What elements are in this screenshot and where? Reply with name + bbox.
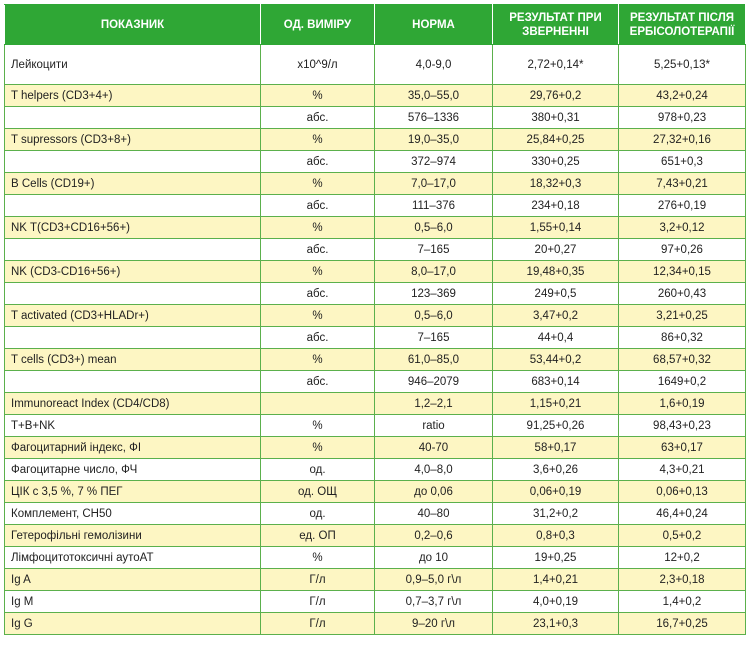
- results-table-container: [4, 4, 745, 635]
- row-name-cell: Ig A: [5, 569, 261, 591]
- row-name-cell: T helpers (CD3+4+): [5, 85, 261, 107]
- row-norm-cell: 4,0-9,0: [375, 45, 493, 85]
- row-unit-cell: абс.: [261, 195, 375, 217]
- table-row: [5, 437, 746, 459]
- table-row: [5, 415, 746, 437]
- row-before-cell: 20+0,27: [493, 239, 619, 261]
- table-row: [5, 195, 746, 217]
- row-norm-cell: до 10: [375, 547, 493, 569]
- table-row: [5, 371, 746, 393]
- row-norm-cell: 576–1336: [375, 107, 493, 129]
- row-before-cell: 249+0,5: [493, 283, 619, 305]
- header-indicator: ПОКАЗНИК: [5, 5, 261, 45]
- row-norm-cell: 0,9–5,0 г\л: [375, 569, 493, 591]
- row-norm-cell: 40-70: [375, 437, 493, 459]
- row-name-cell: [5, 371, 261, 393]
- table-row: [5, 349, 746, 371]
- row-after-cell: 1649+0,2: [619, 371, 746, 393]
- row-before-cell: 0,06+0,19: [493, 481, 619, 503]
- row-before-cell: 18,32+0,3: [493, 173, 619, 195]
- row-name-cell: T supressors (CD3+8+): [5, 129, 261, 151]
- row-name-cell: Ig G: [5, 613, 261, 635]
- row-norm-cell: 0,5–6,0: [375, 217, 493, 239]
- row-after-cell: 97+0,26: [619, 239, 746, 261]
- row-name-cell: Комплемент, СН50: [5, 503, 261, 525]
- row-name-cell: [5, 195, 261, 217]
- row-before-cell: 0,8+0,3: [493, 525, 619, 547]
- row-name-cell: [5, 151, 261, 173]
- row-before-cell: 19+0,25: [493, 547, 619, 569]
- row-before-cell: 1,4+0,21: [493, 569, 619, 591]
- table-row: [5, 217, 746, 239]
- row-before-cell: 380+0,31: [493, 107, 619, 129]
- row-after-cell: 3,2+0,12: [619, 217, 746, 239]
- table-row: [5, 85, 746, 107]
- row-unit-cell: %: [261, 173, 375, 195]
- immunogram-results-table: [4, 4, 746, 635]
- table-row: [5, 393, 746, 415]
- row-after-cell: 63+0,17: [619, 437, 746, 459]
- row-after-cell: 5,25+0,13*: [619, 45, 746, 85]
- row-name-cell: ЦІК с 3,5 %, 7 % ПЕГ: [5, 481, 261, 503]
- row-before-cell: 19,48+0,35: [493, 261, 619, 283]
- row-after-cell: 1,4+0,2: [619, 591, 746, 613]
- table-row: [5, 151, 746, 173]
- table-header-row: [5, 5, 746, 45]
- row-before-cell: 31,2+0,2: [493, 503, 619, 525]
- table-row: [5, 129, 746, 151]
- row-after-cell: 12,34+0,15: [619, 261, 746, 283]
- table-row: [5, 107, 746, 129]
- row-before-cell: 91,25+0,26: [493, 415, 619, 437]
- row-unit-cell: %: [261, 437, 375, 459]
- row-norm-cell: до 0,06: [375, 481, 493, 503]
- row-before-cell: 53,44+0,2: [493, 349, 619, 371]
- row-name-cell: NK (CD3-CD16+56+): [5, 261, 261, 283]
- row-after-cell: 3,21+0,25: [619, 305, 746, 327]
- row-before-cell: 3,47+0,2: [493, 305, 619, 327]
- row-unit-cell: х10^9/л: [261, 45, 375, 85]
- row-after-cell: 86+0,32: [619, 327, 746, 349]
- row-before-cell: 2,72+0,14*: [493, 45, 619, 85]
- row-after-cell: 7,43+0,21: [619, 173, 746, 195]
- table-row: [5, 239, 746, 261]
- row-norm-cell: ratio: [375, 415, 493, 437]
- row-unit-cell: Г/л: [261, 569, 375, 591]
- table-row: [5, 283, 746, 305]
- row-unit-cell: %: [261, 85, 375, 107]
- row-name-cell: B Cells (CD19+): [5, 173, 261, 195]
- table-row: [5, 481, 746, 503]
- row-after-cell: 0,06+0,13: [619, 481, 746, 503]
- row-after-cell: 68,57+0,32: [619, 349, 746, 371]
- row-unit-cell: абс.: [261, 239, 375, 261]
- row-after-cell: 2,3+0,18: [619, 569, 746, 591]
- header-result-after: РЕЗУЛЬТАТ ПІСЛЯ ЕРБІСОЛОТЕРАПІЇ: [619, 5, 746, 45]
- row-name-cell: [5, 327, 261, 349]
- row-unit-cell: %: [261, 129, 375, 151]
- row-unit-cell: Г/л: [261, 591, 375, 613]
- row-norm-cell: 7–165: [375, 239, 493, 261]
- row-unit-cell: ед. ОП: [261, 525, 375, 547]
- row-after-cell: 276+0,19: [619, 195, 746, 217]
- row-after-cell: 4,3+0,21: [619, 459, 746, 481]
- row-after-cell: 27,32+0,16: [619, 129, 746, 151]
- row-before-cell: 1,15+0,21: [493, 393, 619, 415]
- row-norm-cell: 0,2–0,6: [375, 525, 493, 547]
- table-row: [5, 547, 746, 569]
- row-before-cell: 29,76+0,2: [493, 85, 619, 107]
- table-row: [5, 525, 746, 547]
- row-unit-cell: абс.: [261, 371, 375, 393]
- row-norm-cell: 1,2–2,1: [375, 393, 493, 415]
- row-unit-cell: абс.: [261, 107, 375, 129]
- row-name-cell: NK T(CD3+CD16+56+): [5, 217, 261, 239]
- row-norm-cell: 946–2079: [375, 371, 493, 393]
- row-unit-cell: %: [261, 349, 375, 371]
- row-norm-cell: 0,5–6,0: [375, 305, 493, 327]
- row-after-cell: 260+0,43: [619, 283, 746, 305]
- table-row: [5, 503, 746, 525]
- row-after-cell: 12+0,2: [619, 547, 746, 569]
- row-before-cell: 44+0,4: [493, 327, 619, 349]
- row-norm-cell: 372–974: [375, 151, 493, 173]
- row-norm-cell: 7,0–17,0: [375, 173, 493, 195]
- table-row: [5, 327, 746, 349]
- row-name-cell: Фагоцитарне число, ФЧ: [5, 459, 261, 481]
- row-unit-cell: Г/л: [261, 613, 375, 635]
- row-after-cell: 43,2+0,24: [619, 85, 746, 107]
- row-name-cell: Ig M: [5, 591, 261, 613]
- row-name-cell: T activated (CD3+HLADr+): [5, 305, 261, 327]
- table-row: [5, 45, 746, 85]
- table-row: [5, 261, 746, 283]
- table-row: [5, 613, 746, 635]
- row-norm-cell: 19,0–35,0: [375, 129, 493, 151]
- row-before-cell: 4,0+0,19: [493, 591, 619, 613]
- row-unit-cell: %: [261, 261, 375, 283]
- row-name-cell: T cells (CD3+) mean: [5, 349, 261, 371]
- row-norm-cell: 40–80: [375, 503, 493, 525]
- row-after-cell: 978+0,23: [619, 107, 746, 129]
- row-norm-cell: 111–376: [375, 195, 493, 217]
- row-name-cell: [5, 283, 261, 305]
- row-unit-cell: абс.: [261, 327, 375, 349]
- row-after-cell: 16,7+0,25: [619, 613, 746, 635]
- row-before-cell: 25,84+0,25: [493, 129, 619, 151]
- row-norm-cell: 123–369: [375, 283, 493, 305]
- header-norm: НОРМА: [375, 5, 493, 45]
- row-unit-cell: %: [261, 547, 375, 569]
- row-norm-cell: 9–20 г\л: [375, 613, 493, 635]
- table-row: [5, 173, 746, 195]
- row-unit-cell: од.: [261, 459, 375, 481]
- row-name-cell: T+B+NK: [5, 415, 261, 437]
- header-result-before: РЕЗУЛЬТАТ ПРИ ЗВЕРНЕННІ: [493, 5, 619, 45]
- table-row: [5, 305, 746, 327]
- row-unit-cell: од. ОЩ: [261, 481, 375, 503]
- row-before-cell: 1,55+0,14: [493, 217, 619, 239]
- row-norm-cell: 8,0–17,0: [375, 261, 493, 283]
- row-before-cell: 683+0,14: [493, 371, 619, 393]
- row-after-cell: 651+0,3: [619, 151, 746, 173]
- row-name-cell: Гетерофільні гемолізини: [5, 525, 261, 547]
- row-unit-cell: %: [261, 217, 375, 239]
- row-unit-cell: [261, 393, 375, 415]
- row-unit-cell: абс.: [261, 151, 375, 173]
- row-name-cell: Лімфоцитотоксичні аутоАТ: [5, 547, 261, 569]
- row-norm-cell: 4,0–8,0: [375, 459, 493, 481]
- row-unit-cell: %: [261, 415, 375, 437]
- row-name-cell: Лейкоцити: [5, 45, 261, 85]
- row-norm-cell: 35,0–55,0: [375, 85, 493, 107]
- row-name-cell: [5, 107, 261, 129]
- row-before-cell: 3,6+0,26: [493, 459, 619, 481]
- row-after-cell: 46,4+0,24: [619, 503, 746, 525]
- row-norm-cell: 0,7–3,7 г\л: [375, 591, 493, 613]
- row-before-cell: 58+0,17: [493, 437, 619, 459]
- row-after-cell: 0,5+0,2: [619, 525, 746, 547]
- table-row: [5, 569, 746, 591]
- row-after-cell: 1,6+0,19: [619, 393, 746, 415]
- row-unit-cell: од.: [261, 503, 375, 525]
- table-row: [5, 591, 746, 613]
- row-before-cell: 23,1+0,3: [493, 613, 619, 635]
- row-norm-cell: 61,0–85,0: [375, 349, 493, 371]
- row-after-cell: 98,43+0,23: [619, 415, 746, 437]
- row-norm-cell: 7–165: [375, 327, 493, 349]
- row-name-cell: [5, 239, 261, 261]
- header-unit: ОД. ВИМІРУ: [261, 5, 375, 45]
- row-before-cell: 234+0,18: [493, 195, 619, 217]
- row-before-cell: 330+0,25: [493, 151, 619, 173]
- row-name-cell: Фагоцитарний індекс, ФІ: [5, 437, 261, 459]
- table-row: [5, 459, 746, 481]
- row-unit-cell: %: [261, 305, 375, 327]
- row-unit-cell: абс.: [261, 283, 375, 305]
- row-name-cell: Immunoreact Index (CD4/CD8): [5, 393, 261, 415]
- table-body: [5, 45, 746, 635]
